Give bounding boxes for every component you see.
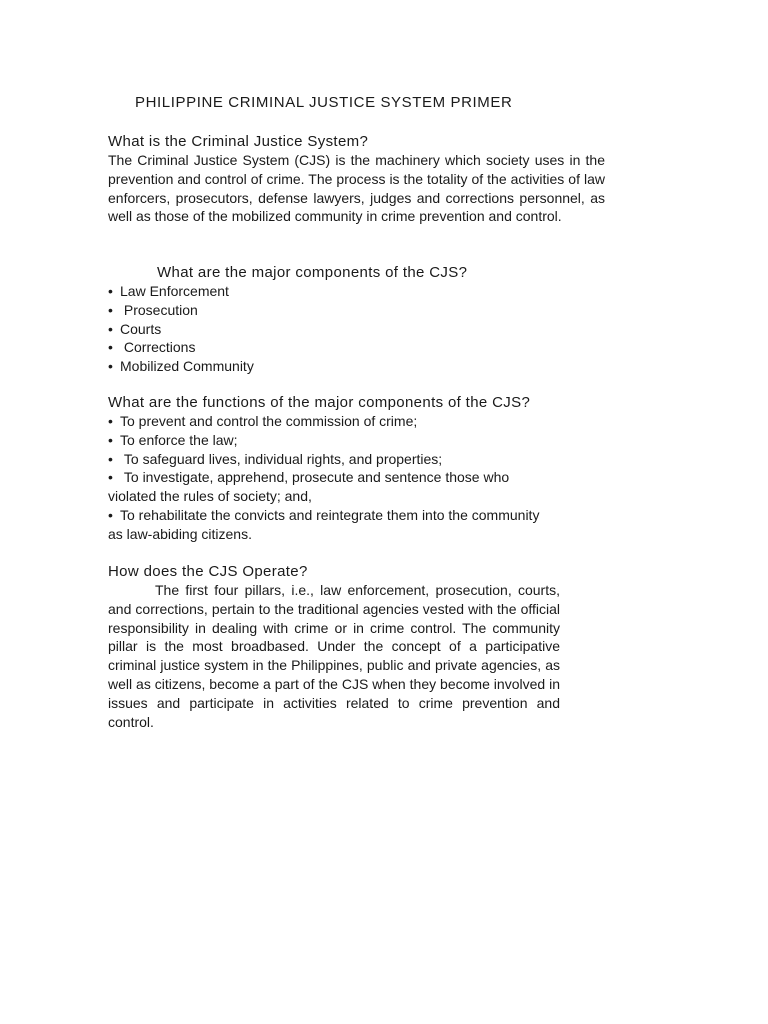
bullet-glyph: •: [108, 413, 113, 429]
section-heading-functions: What are the functions of the major components of the CJS?: [108, 394, 531, 411]
section-heading-components: What are the major components of the CJS?: [157, 264, 468, 281]
section-paragraph-operate: The first four pillars, i.e., law enforcement, prosecution, courts, and corrections, pertain to the traditional agencies vested with the official responsibility in dealing with crime or in crime control. The community pillar is the most broadbased. Under the concept of a participative criminal justice system in the Philippines, public and private agencies, as well as citizens, become a part of the CJS when they become involved in issues and participate in activities related to crime prevention and control.: [108, 582, 560, 730]
list-item: • Prosecution: [108, 301, 198, 318]
section-paragraph-what-is: The Criminal Justice System (CJS) is the machinery which society uses in the prevention and control of crime. The process is the totality of the activities of law enforcers, prosecutors, defense lawyers, judges and corrections personnel, as well as those of the mobilized community in crime prevention and control.: [108, 152, 605, 225]
list-item: • To rehabilitate the convicts and reintegrate them into the community as law-abiding citizens.: [108, 506, 540, 542]
bullet-glyph: •: [108, 283, 113, 299]
list-item: • To enforce the law;: [108, 431, 238, 448]
bullet-glyph: •: [108, 339, 113, 356]
list-item: • To prevent and control the commission of crime;: [108, 413, 418, 429]
bullet-glyph: •: [108, 320, 113, 337]
bullet-glyph: •: [108, 450, 113, 467]
list-item: • Corrections: [108, 339, 196, 356]
list-item: • Mobilized Community: [108, 358, 254, 375]
section-heading-operate: How does the CJS Operate?: [108, 563, 308, 580]
functions-list: [108, 412, 548, 544]
bullet-glyph: •: [108, 506, 113, 523]
list-item: • To investigate, apprehend, prosecute and sentence those who violated the rules of society; and,: [108, 469, 510, 505]
list-item: • Courts: [108, 320, 162, 337]
bullet-glyph: •: [108, 301, 113, 318]
components-list: [108, 282, 588, 376]
list-item: • Law Enforcement: [108, 283, 229, 299]
bullet-glyph: •: [108, 358, 113, 375]
bullet-glyph: •: [108, 469, 113, 486]
document-title: PHILIPPINE CRIMINAL JUSTICE SYSTEM PRIMER: [135, 94, 513, 111]
list-item: • To safeguard lives, individual rights, and properties;: [108, 450, 443, 467]
bullet-glyph: •: [108, 431, 113, 448]
section-heading-what-is: What is the Criminal Justice System?: [108, 133, 369, 150]
